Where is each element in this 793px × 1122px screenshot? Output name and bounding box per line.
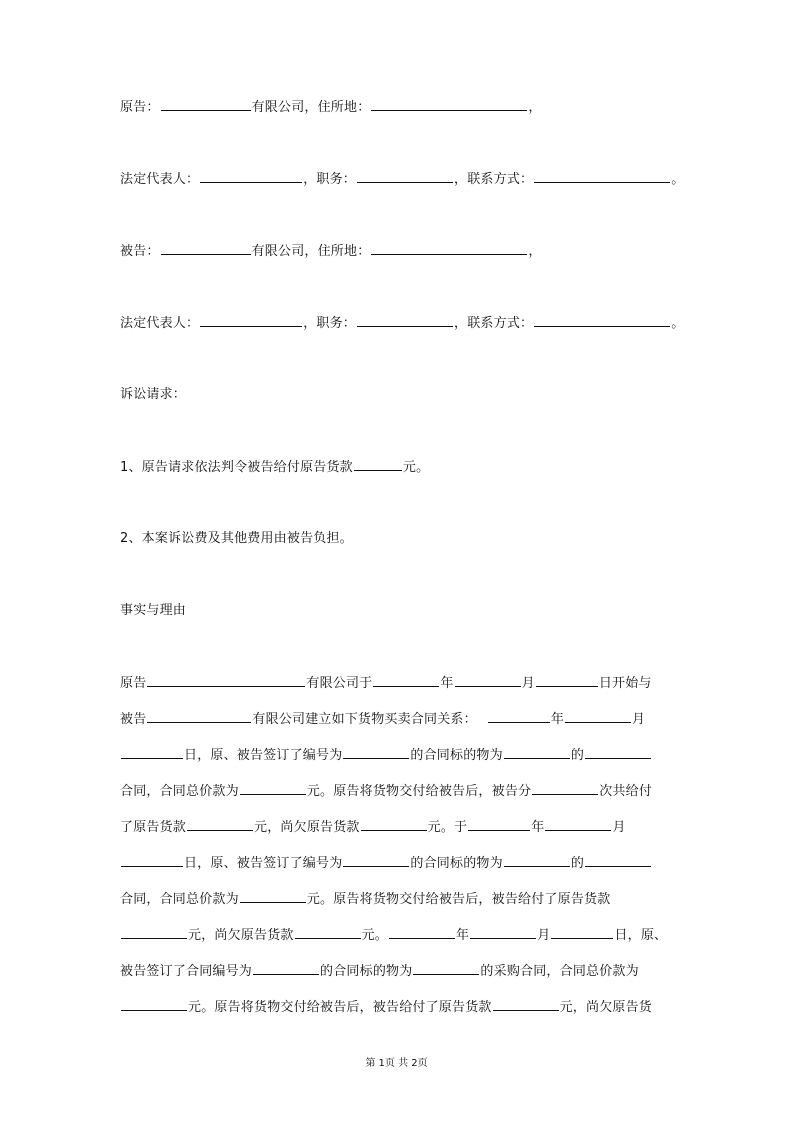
- facts-text: 的合同标的物为: [410, 856, 503, 871]
- facts-text: 元，尚欠原告货款: [188, 928, 294, 943]
- facts-line-4: [120, 780, 680, 802]
- month-blank[interactable]: [455, 672, 521, 687]
- facts-heading: 事实与理由: [120, 603, 187, 618]
- plaintiff-contact-label: ，联系方式：: [454, 172, 534, 187]
- facts-text: 日，原、被告签订了编号为: [184, 856, 343, 871]
- facts-text: 月: [537, 928, 551, 943]
- claim-item-1-text: 1、原告请求依法判令被告给付原告货款: [120, 460, 353, 475]
- facts-text: 月: [632, 712, 646, 727]
- paid-amount-blank[interactable]: [121, 924, 187, 939]
- facts-text: 了原告货款: [120, 820, 187, 835]
- defendant-contact-blank[interactable]: [534, 312, 670, 327]
- day-blank[interactable]: [551, 924, 613, 939]
- month-blank[interactable]: [545, 816, 611, 831]
- contract-number-blank[interactable]: [253, 960, 319, 975]
- facts-text: 被告: [120, 712, 147, 727]
- plaintiff-name-blank[interactable]: [161, 96, 251, 111]
- owed-amount-blank[interactable]: [295, 924, 361, 939]
- year-blank[interactable]: [389, 924, 455, 939]
- plaintiff-address-blank[interactable]: [371, 96, 527, 111]
- contract-type-blank[interactable]: [585, 852, 651, 867]
- year-blank[interactable]: [373, 672, 439, 687]
- plaintiff-rep-label: 法定代表人：: [120, 172, 200, 187]
- year-blank[interactable]: [468, 816, 530, 831]
- defendant-name-blank[interactable]: [161, 240, 251, 255]
- facts-line-10: [120, 996, 680, 1018]
- plaintiff-company-suffix: 有限公司，住所地：: [251, 100, 371, 115]
- plaintiff-end: ，: [528, 100, 542, 115]
- facts-line-9: [120, 960, 680, 982]
- facts-text: 日，原、: [614, 928, 668, 943]
- defendant-company-suffix: 有限公司，住所地：: [251, 244, 371, 259]
- plaintiff-position-label: ，职务：: [303, 172, 357, 187]
- claim-amount-blank[interactable]: [354, 456, 402, 471]
- defendant-position-label: ，职务：: [303, 316, 357, 331]
- subject-blank[interactable]: [504, 852, 570, 867]
- facts-text: 元。原告将货物交付给被告后，被告分: [306, 784, 532, 799]
- total-price-blank[interactable]: [121, 996, 187, 1011]
- plaintiff-rep-line: [120, 168, 685, 190]
- facts-text: 年: [456, 928, 470, 943]
- day-blank[interactable]: [121, 744, 183, 759]
- facts-line-2: [120, 708, 680, 730]
- year-blank[interactable]: [488, 708, 550, 723]
- contract-number-blank[interactable]: [343, 744, 409, 759]
- facts-text: 日，原、被告签订了编号为: [184, 748, 343, 763]
- plaintiff-rep-blank[interactable]: [200, 168, 302, 183]
- facts-line-1: [120, 672, 680, 694]
- month-blank[interactable]: [470, 924, 536, 939]
- defendant-rep-blank[interactable]: [200, 312, 302, 327]
- plaintiff-contact-blank[interactable]: [534, 168, 670, 183]
- month-blank[interactable]: [565, 708, 631, 723]
- facts-text: 的采购合同，合同总价款为: [480, 964, 639, 979]
- claim-item-1-unit: 元。: [402, 460, 430, 475]
- defendant-address-blank[interactable]: [371, 240, 527, 255]
- facts-text: 年: [440, 676, 454, 691]
- paid-amount-blank[interactable]: [493, 996, 559, 1011]
- facts-text: 日开始与: [598, 676, 652, 691]
- facts-text: 元。原告将货物交付给被告后，被告给付了原告货款: [188, 1000, 492, 1015]
- claim-item-2: 2、本案诉讼费及其他费用由被告负担。: [120, 531, 353, 546]
- company-blank[interactable]: [147, 708, 251, 723]
- defendant-rep-label: 法定代表人：: [120, 316, 200, 331]
- facts-text: 的: [570, 856, 585, 871]
- facts-text: 元。: [361, 928, 389, 943]
- defendant-line: [120, 240, 680, 262]
- facts-text: 被告签订了合同编号为: [120, 964, 253, 979]
- defendant-rep-line: [120, 312, 685, 334]
- day-blank[interactable]: [121, 852, 183, 867]
- defendant-position-blank[interactable]: [357, 312, 453, 327]
- facts-text: 元，尚欠原告货: [559, 1000, 653, 1015]
- subject-blank[interactable]: [504, 744, 570, 759]
- facts-text: 月: [521, 676, 535, 691]
- defendant-rep-end: 。: [671, 316, 685, 331]
- facts-text: 元。原告将货物交付给被告后，被告给付了原告货款: [306, 892, 611, 907]
- defendant-contact-label: ，联系方式：: [454, 316, 534, 331]
- owed-amount-blank[interactable]: [361, 816, 427, 831]
- day-blank[interactable]: [536, 672, 598, 687]
- plaintiff-position-blank[interactable]: [357, 168, 453, 183]
- facts-text: 合同，合同总价款为: [120, 892, 239, 907]
- plaintiff-label: 原告：: [120, 100, 160, 115]
- company-blank[interactable]: [147, 672, 305, 687]
- facts-text: 的: [570, 748, 585, 763]
- facts-text: 次共给付: [599, 784, 653, 799]
- facts-text: 原告: [120, 676, 147, 691]
- defendant-label: 被告：: [120, 244, 160, 259]
- total-price-blank[interactable]: [240, 888, 306, 903]
- contract-number-blank[interactable]: [343, 852, 409, 867]
- facts-line-7: [120, 888, 680, 910]
- claims-heading: 诉讼请求：: [120, 387, 187, 402]
- paid-amount-blank[interactable]: [187, 816, 253, 831]
- facts-text: 有限公司于: [306, 676, 373, 691]
- facts-text: 合同，合同总价款为: [120, 784, 239, 799]
- facts-line-8: [120, 924, 680, 946]
- facts-line-3: [120, 744, 680, 766]
- facts-text: 有限公司建立如下货物买卖合同关系：: [252, 712, 477, 727]
- facts-line-5: [120, 816, 680, 838]
- contract-type-blank[interactable]: [585, 744, 651, 759]
- installments-blank[interactable]: [532, 780, 598, 795]
- defendant-end: ，: [528, 244, 542, 259]
- facts-text: 的合同标的物为: [320, 964, 413, 979]
- page-footer: 第 1页 共 2页: [365, 1058, 428, 1069]
- facts-text: 年: [550, 712, 565, 727]
- plaintiff-rep-end: 。: [671, 172, 685, 187]
- subject-blank[interactable]: [413, 960, 479, 975]
- facts-text: 的合同标的物为: [410, 748, 503, 763]
- facts-text: 元，尚欠原告货款: [254, 820, 360, 835]
- plaintiff-line: [120, 96, 680, 118]
- facts-text: 年: [531, 820, 545, 835]
- total-price-blank[interactable]: [240, 780, 306, 795]
- claim-item-1: [120, 456, 680, 478]
- facts-text: 月: [612, 820, 626, 835]
- facts-text: 元。于: [427, 820, 468, 835]
- facts-line-6: [120, 852, 680, 874]
